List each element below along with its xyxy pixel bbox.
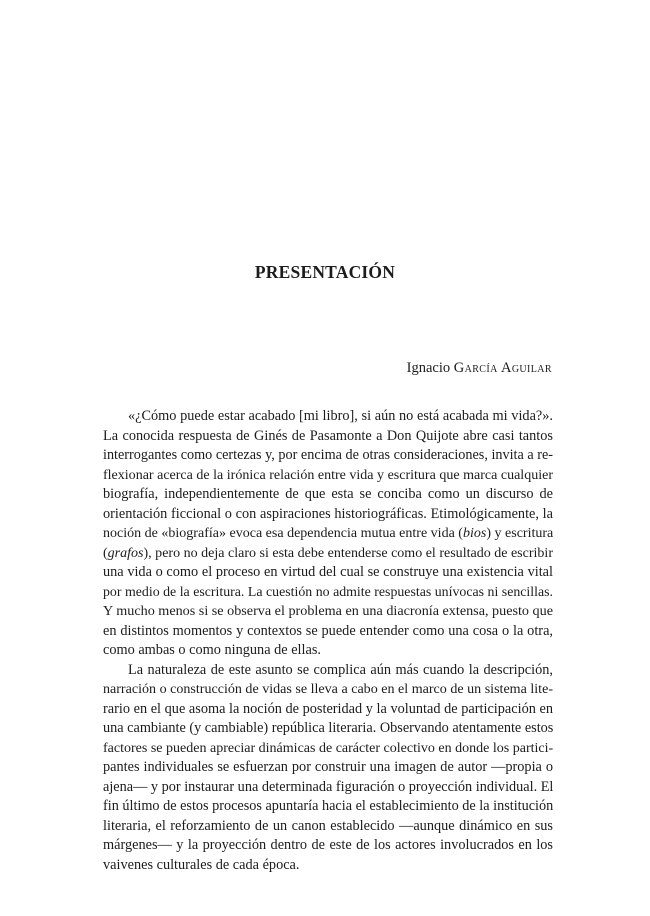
italic-term: grafos <box>107 545 144 561</box>
text-line: como ambas o como ninguna de ellas. <box>103 642 321 658</box>
text-line: una cambiante (y cambiable) república literaria. Observando atentamente estos <box>103 720 554 736</box>
text-run: ( <box>103 545 108 561</box>
text-line: Y mucho menos si se observa el problema en una diacronía extensa, puesto que <box>103 603 553 619</box>
text-line: biografía, independientemente de que esta se conciba como un discurso de <box>103 486 553 502</box>
author-first-name: Ignacio <box>406 360 451 376</box>
text-line: pantes individuales se esfuerzan por construir una imagen de autor —propia o <box>103 759 553 775</box>
text-line: orientación ficcional o con aspiraciones historiográficas. Etimológicamente, la <box>103 505 553 522</box>
text-line: literaria, el reforzamiento de un canon establecido —aunque dinámico en sus <box>103 817 553 834</box>
text-line: márgenes— y la proyección dentro de este de los actores involucrados en los <box>103 837 553 853</box>
text-run: ) y escritura <box>486 526 554 541</box>
text-line: fin último de estos procesos apuntaría hacia el establecimiento de la institución <box>103 798 554 814</box>
text-line: una vida o como el proceso en virtud del cual se construye una existencia vital <box>103 564 553 580</box>
text-line: por medio de la escritura. La cuestión no admite respuestas unívocas ni sencillas. <box>103 584 553 600</box>
text-line: rario en el que asoma la noción de posteridad y la voluntad de participación en <box>103 700 553 717</box>
paragraph-1 <box>103 407 553 661</box>
text-line: ajena— y por instaurar una determinada figuración o proyección individual. El <box>103 778 554 795</box>
page-title: PRESENTACIÓN <box>254 262 396 282</box>
italic-term: bios <box>462 526 487 541</box>
text-line: interrogantes como certezas y, por encima de otras consideraciones, invita a re- <box>103 447 553 463</box>
text-run: ), pero no deja claro si esta debe entenderse como el resultado de escribir <box>143 545 553 561</box>
text-line <box>103 524 553 544</box>
text-line: vaivenes culturales de cada época. <box>103 856 300 873</box>
text-line: narración o construcción de vidas se lleva a cabo en el marco de un sistema lite- <box>103 681 553 697</box>
author-surname: García Aguilar <box>453 360 552 376</box>
text-line: La naturaleza de este asunto se complica aún más cuando la descripción, <box>128 661 553 678</box>
text-line: factores se pueden apreciar dinámicas de carácter colectivo en donde los partici- <box>103 740 554 756</box>
text-line: La conocida respuesta de Ginés de Pasamonte a Don Quijote abre casi tantos <box>103 427 553 444</box>
text-line: en distintos momentos y contextos se puede entender como una cosa o la otra, <box>103 622 553 639</box>
body-text <box>103 407 553 875</box>
text-line: «¿Cómo puede estar acabado [mi libro], si aún no está acabada mi vida?». <box>128 408 553 424</box>
paragraph-2 <box>103 661 553 876</box>
text-line: flexionar acerca de la irónica relación entre vida y escritura que marca cualquier <box>103 467 553 483</box>
text-line <box>103 544 553 564</box>
text-run: noción de «biografía» evoca esa dependencia mutua entre vida ( <box>103 526 463 541</box>
author-byline <box>407 360 552 377</box>
